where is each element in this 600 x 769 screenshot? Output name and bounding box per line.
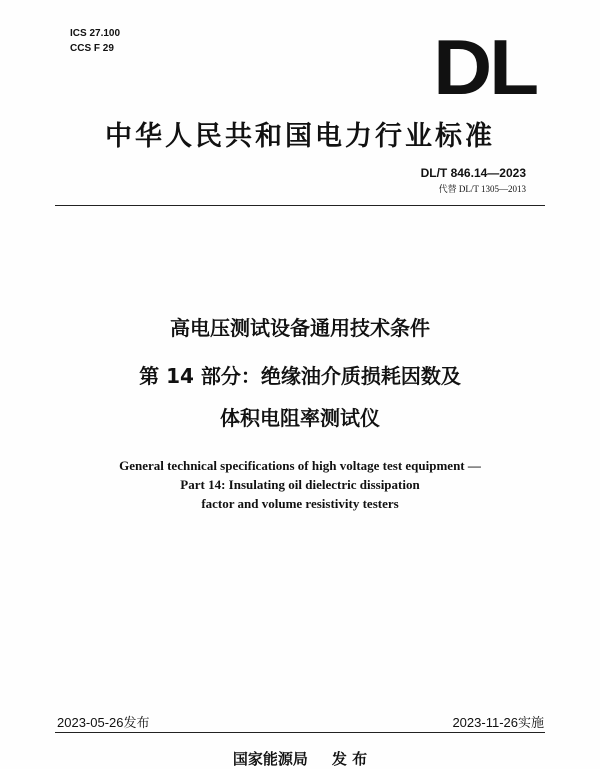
english-title-line-1: General technical specifications of high voltage test equipment — (119, 458, 481, 473)
publish-date: 2023-05-26发布 (57, 715, 150, 730)
chinese-title-line-1: 高电压测试设备通用技术条件 (170, 316, 430, 340)
chinese-title-line-3: 体积电阻率测试仪 (220, 406, 380, 430)
dl-logo: DL (433, 23, 536, 111)
english-title-line-3: factor and volume resistivity testers (201, 496, 399, 511)
chinese-title-line-2: 第 14 部分：绝缘油介质损耗因数及 (139, 364, 461, 388)
replaces-standard: 代替 DL/T 1305—2013 (438, 184, 526, 194)
classification-codes (70, 26, 120, 56)
ics-code: ICS 27.100 (70, 28, 121, 39)
issuer-name: 国家能源局 (232, 750, 308, 768)
bottom-divider (55, 732, 545, 733)
standard-category-title: 中华人民共和国电力行业标准 (105, 121, 495, 152)
english-title-line-2: Part 14: Insulating oil dielectric dissipation (180, 477, 420, 492)
issue-word: 发 布 (331, 750, 368, 768)
standard-number: DL/T 846.14—2023 (420, 166, 526, 180)
issuer-line (0, 748, 600, 769)
ccs-code: CCS F 29 (70, 43, 114, 54)
implement-date: 2023-11-26实施 (452, 715, 544, 730)
top-divider (55, 205, 545, 206)
